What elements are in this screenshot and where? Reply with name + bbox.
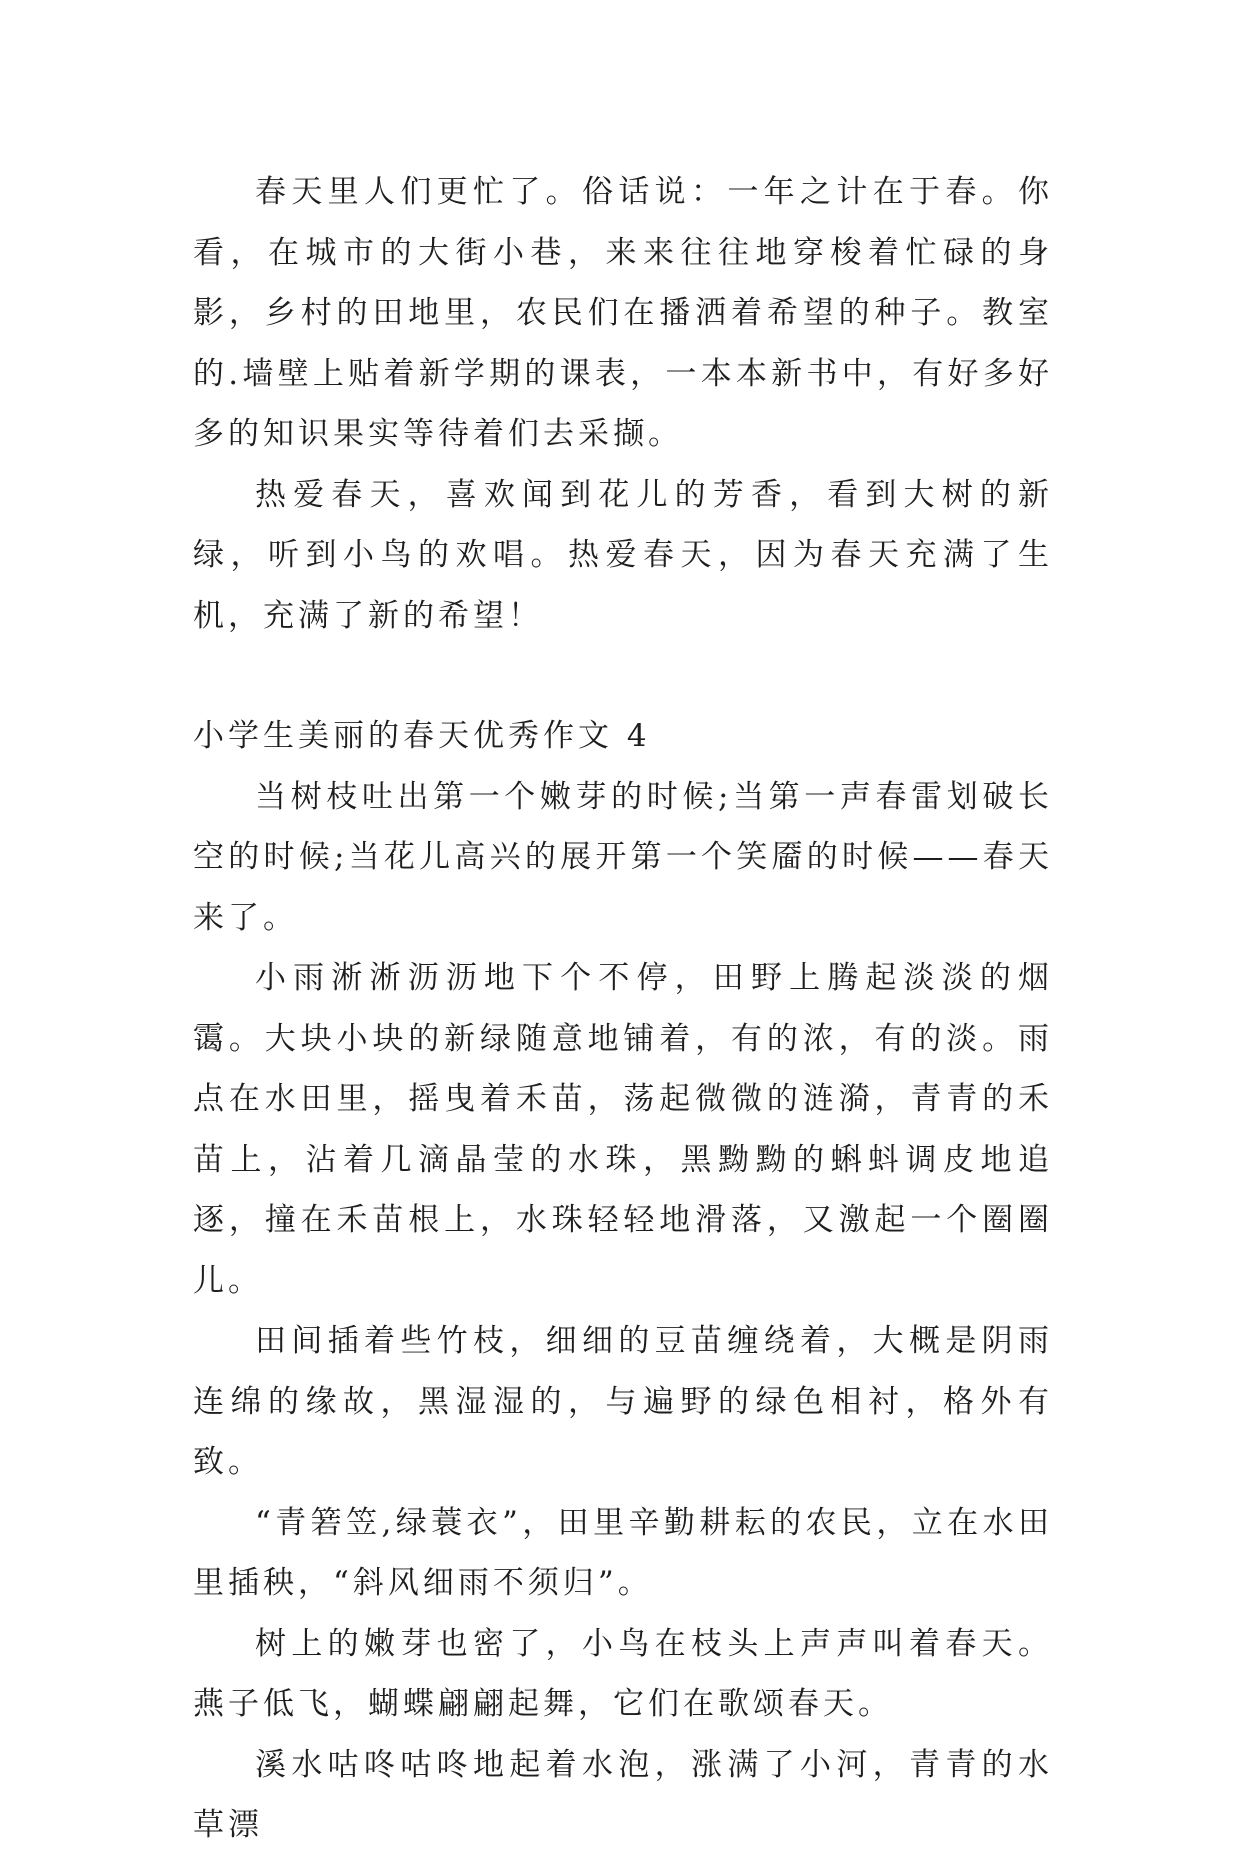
essay-paragraph: 田间插着些竹枝，细细的豆苗缠绕着，大概是阴雨连绵的缘故，黑湿湿的，与遍野的绿色相衬，格外有致。 [193, 1323, 1053, 1480]
essay-paragraph: 当树枝吐出第一个嫩芽的时候;当第一声春雷划破长空的时候;当花儿高兴的展开第一个笑靥的时候——春天来了。 [193, 778, 1053, 936]
essay-paragraph: “青箬笠,绿蓑衣”，田里辛勤耕耘的农民，立在水田里插秧，“斜风细雨不须归”。 [193, 1504, 1053, 1601]
section-title: 小学生美丽的春天优秀作文 4 [193, 718, 651, 754]
essay-paragraph: 热爱春天，喜欢闻到花儿的芳香，看到大树的新绿，听到小鸟的欢唱。热爱春天，因为春天充满了生机，充满了新的希望！ [193, 476, 1053, 634]
section-spacer [193, 646, 1053, 706]
essay-paragraph: 小雨淅淅沥沥地下个不停，田野上腾起淡淡的烟霭。大块小块的新绿随意地铺着，有的浓，有的淡。雨点在水田里，摇曳着禾苗，荡起微微的涟漪，青青的禾苗上，沾着几滴晶莹的水珠，黑黝黝的蝌蚪调皮地追逐，撞在禾苗根上，水珠轻轻地滑落，又激起一个圈圈儿。 [193, 960, 1053, 1299]
essay-paragraph: 春天里人们更忙了。俗话说：一年之计在于春。你看，在城市的大街小巷，来来往往地穿梭着忙碌的身影，乡村的田地里，农民们在播洒着希望的种子。教室的.墙壁上贴着新学期的课表，一本本新书中，有好多好多的知识果实等待着们去采撷。 [193, 174, 1053, 452]
essay-body [193, 162, 1053, 1856]
essay-paragraph: 溪水咕咚咕咚地起着水泡，涨满了小河，青青的水草漂 [193, 1746, 1053, 1843]
essay-paragraph: 树上的嫩芽也密了，小鸟在枝头上声声叫着春天。燕子低飞，蝴蝶翩翩起舞，它们在歌颂春天。 [193, 1625, 1053, 1722]
